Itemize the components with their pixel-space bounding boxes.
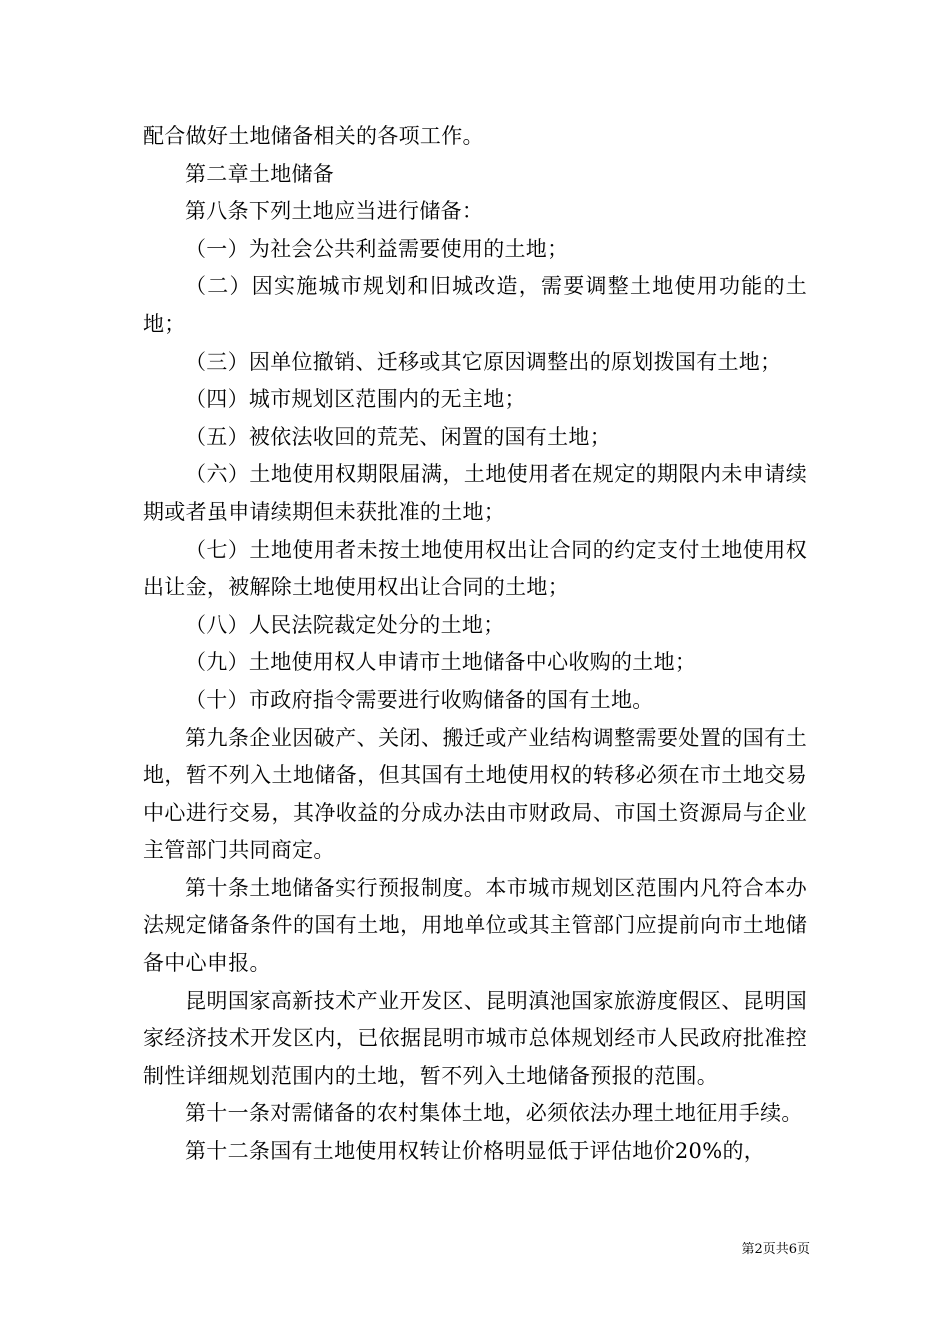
article-10-exception: 昆明国家高新技术产业开发区、昆明滇池国家旅游度假区、昆明国家经济技术开发区内，已依据昆明市城市总体规划经市人民政府批准控制性详细规划范围内的土地，暂不列入土地储备预报的范围。: [143, 988, 807, 1088]
list-item-3: （三）因单位撤销、迁移或其它原因调整出的原划拨国有土地；: [185, 349, 782, 374]
list-item-4: （四）城市规划区范围内的无主地；: [185, 387, 526, 412]
chapter-heading: 第二章土地储备: [185, 161, 335, 186]
document-body: [143, 118, 807, 1171]
article-12: 第十二条国有土地使用权转让价格明显低于评估地价20%的，: [185, 1139, 766, 1164]
list-item-6: （六）土地使用权期限届满，土地使用者在规定的期限内未申请续期或者虽申请续期但未获批准的土地；: [143, 462, 807, 524]
article-9: 第九条企业因破产、关闭、搬迁或产业结构调整需要处置的国有土地，暂不列入土地储备，但其国有土地使用权的转移必须在市土地交易中心进行交易，其净收益的分成办法由市财政局、市国土资源局与企业主管部门共同商定。: [143, 725, 807, 863]
paragraph-continuation: 配合做好土地储备相关的各项工作。: [143, 124, 484, 148]
list-item-1: （一）为社会公共利益需要使用的土地；: [185, 236, 569, 261]
list-item-9: （九）土地使用权人申请市土地储备中心收购的土地；: [185, 650, 697, 675]
list-item-10: （十）市政府指令需要进行收购储备的国有土地。: [185, 687, 654, 712]
list-item-5: （五）被依法收回的荒芜、闲置的国有土地；: [185, 424, 611, 449]
page-number: 第2页共6页: [741, 1242, 810, 1257]
list-item-7: （七）土地使用者未按土地使用权出让合同的约定支付土地使用权出让金，被解除土地使用权出让合同的土地；: [143, 537, 807, 600]
article-11: 第十一条对需储备的农村集体土地，必须依法办理土地征用手续。: [185, 1101, 803, 1126]
article-10: 第十条土地储备实行预报制度。本市城市规划区范围内凡符合本办法规定储备条件的国有土地，用地单位或其主管部门应提前向市土地储备中心申报。: [143, 875, 807, 976]
article-8: 第八条下列土地应当进行储备：: [185, 199, 484, 224]
list-item-8: （八）人民法院裁定处分的土地；: [185, 612, 505, 637]
list-item-2: （二）因实施城市规划和旧城改造，需要调整土地使用功能的土地；: [143, 274, 807, 336]
